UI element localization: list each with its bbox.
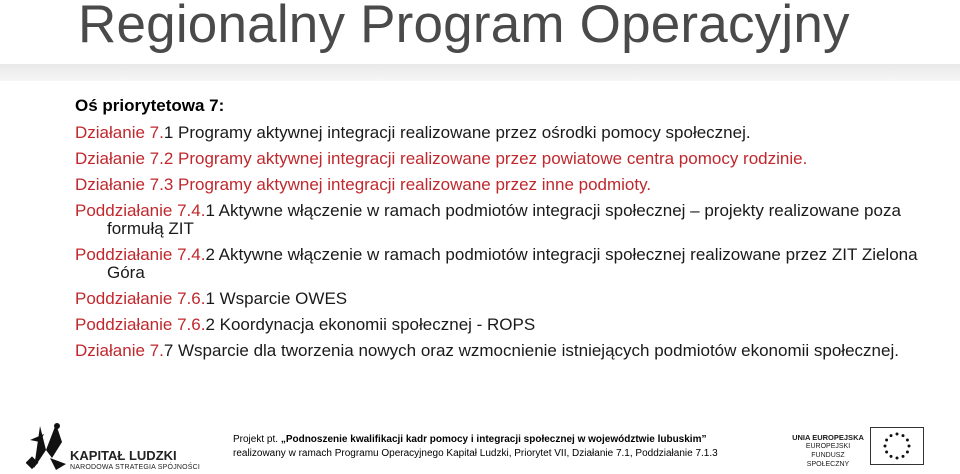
item-text: 3 Programy aktywnej integracji realizowane przez inne podmioty. [163, 175, 652, 194]
item-text: 2 Programy aktywnej integracji realizowane przez powiatowe centra pomocy rodzinie. [163, 149, 808, 168]
list-item [75, 246, 935, 282]
item-prefix: Poddziałanie 7.4. [75, 201, 206, 220]
list-item [75, 342, 935, 360]
project-prefix: Projekt pt. [233, 434, 281, 445]
item-text: 1 Wsparcie OWES [205, 289, 348, 308]
header-band [0, 64, 960, 81]
project-info [233, 433, 718, 461]
eu-text [790, 433, 866, 469]
item-prefix: Poddziałanie 7.6. [75, 289, 206, 308]
slide-content [75, 96, 935, 368]
item-prefix: Działanie 7. [75, 175, 164, 194]
kapital-ludzki-logo [22, 424, 201, 472]
slide-title: Regionalny Program Operacyjny [78, 0, 850, 54]
item-text: 2 Aktywne włączenie w ramach podmiotów integracji społecznej realizowane przez ZIT Zielona Góra [107, 245, 918, 282]
project-title: „Podnoszenie kwalifikacji kadr pomocy i integracji społecznej w województwie lubuskim” [280, 434, 707, 445]
list-item [75, 202, 935, 238]
item-text: 7 Wsparcie dla tworzenia nowych oraz wzmocnienie istniejących podmiotów ekonomii społecznej. [163, 341, 899, 360]
list-item [75, 150, 935, 168]
item-prefix: Działanie 7. [75, 123, 164, 142]
footer [0, 416, 960, 474]
axis-label: Oś priorytetowa 7: [75, 96, 225, 115]
item-prefix: Działanie 7. [75, 341, 164, 360]
figure-icon [26, 420, 70, 472]
eu-line-3: FUNDUSZ SPOŁECZNY [806, 452, 850, 468]
eu-flag-icon [870, 427, 924, 465]
list-item [75, 316, 935, 334]
project-line-1 [233, 433, 718, 447]
list-item [75, 124, 935, 142]
item-prefix: Poddziałanie 7.6. [75, 315, 206, 334]
item-text: 2 Koordynacja ekonomii społecznej - ROPS [205, 315, 536, 334]
item-prefix: Działanie 7. [75, 149, 164, 168]
logo-subtitle: NARODOWA STRATEGIA SPÓJNOŚCI [70, 464, 201, 471]
logo-title: KAPITAŁ LUDZKI [70, 448, 177, 463]
list-item [75, 290, 935, 308]
project-line-2: realizowany w ramach Programu Operacyjnego Kapitał Ludzki, Priorytet VII, Działanie 7.1, Poddziałanie 7.1.3 [233, 448, 718, 459]
eu-stars-icon [871, 428, 923, 464]
item-prefix: Poddziałanie 7.4. [75, 245, 206, 264]
list-item [75, 176, 935, 194]
item-text: 1 Aktywne włączenie w ramach podmiotów integracji społecznej – projekty realizowane poza formułą ZIT [107, 201, 901, 238]
eu-line-1: UNIA EUROPEJSKA [792, 433, 864, 442]
eu-line-2: EUROPEJSKI [805, 443, 851, 450]
item-text: 1 Programy aktywnej integracji realizowane przez ośrodki pomocy społecznej. [163, 123, 751, 142]
